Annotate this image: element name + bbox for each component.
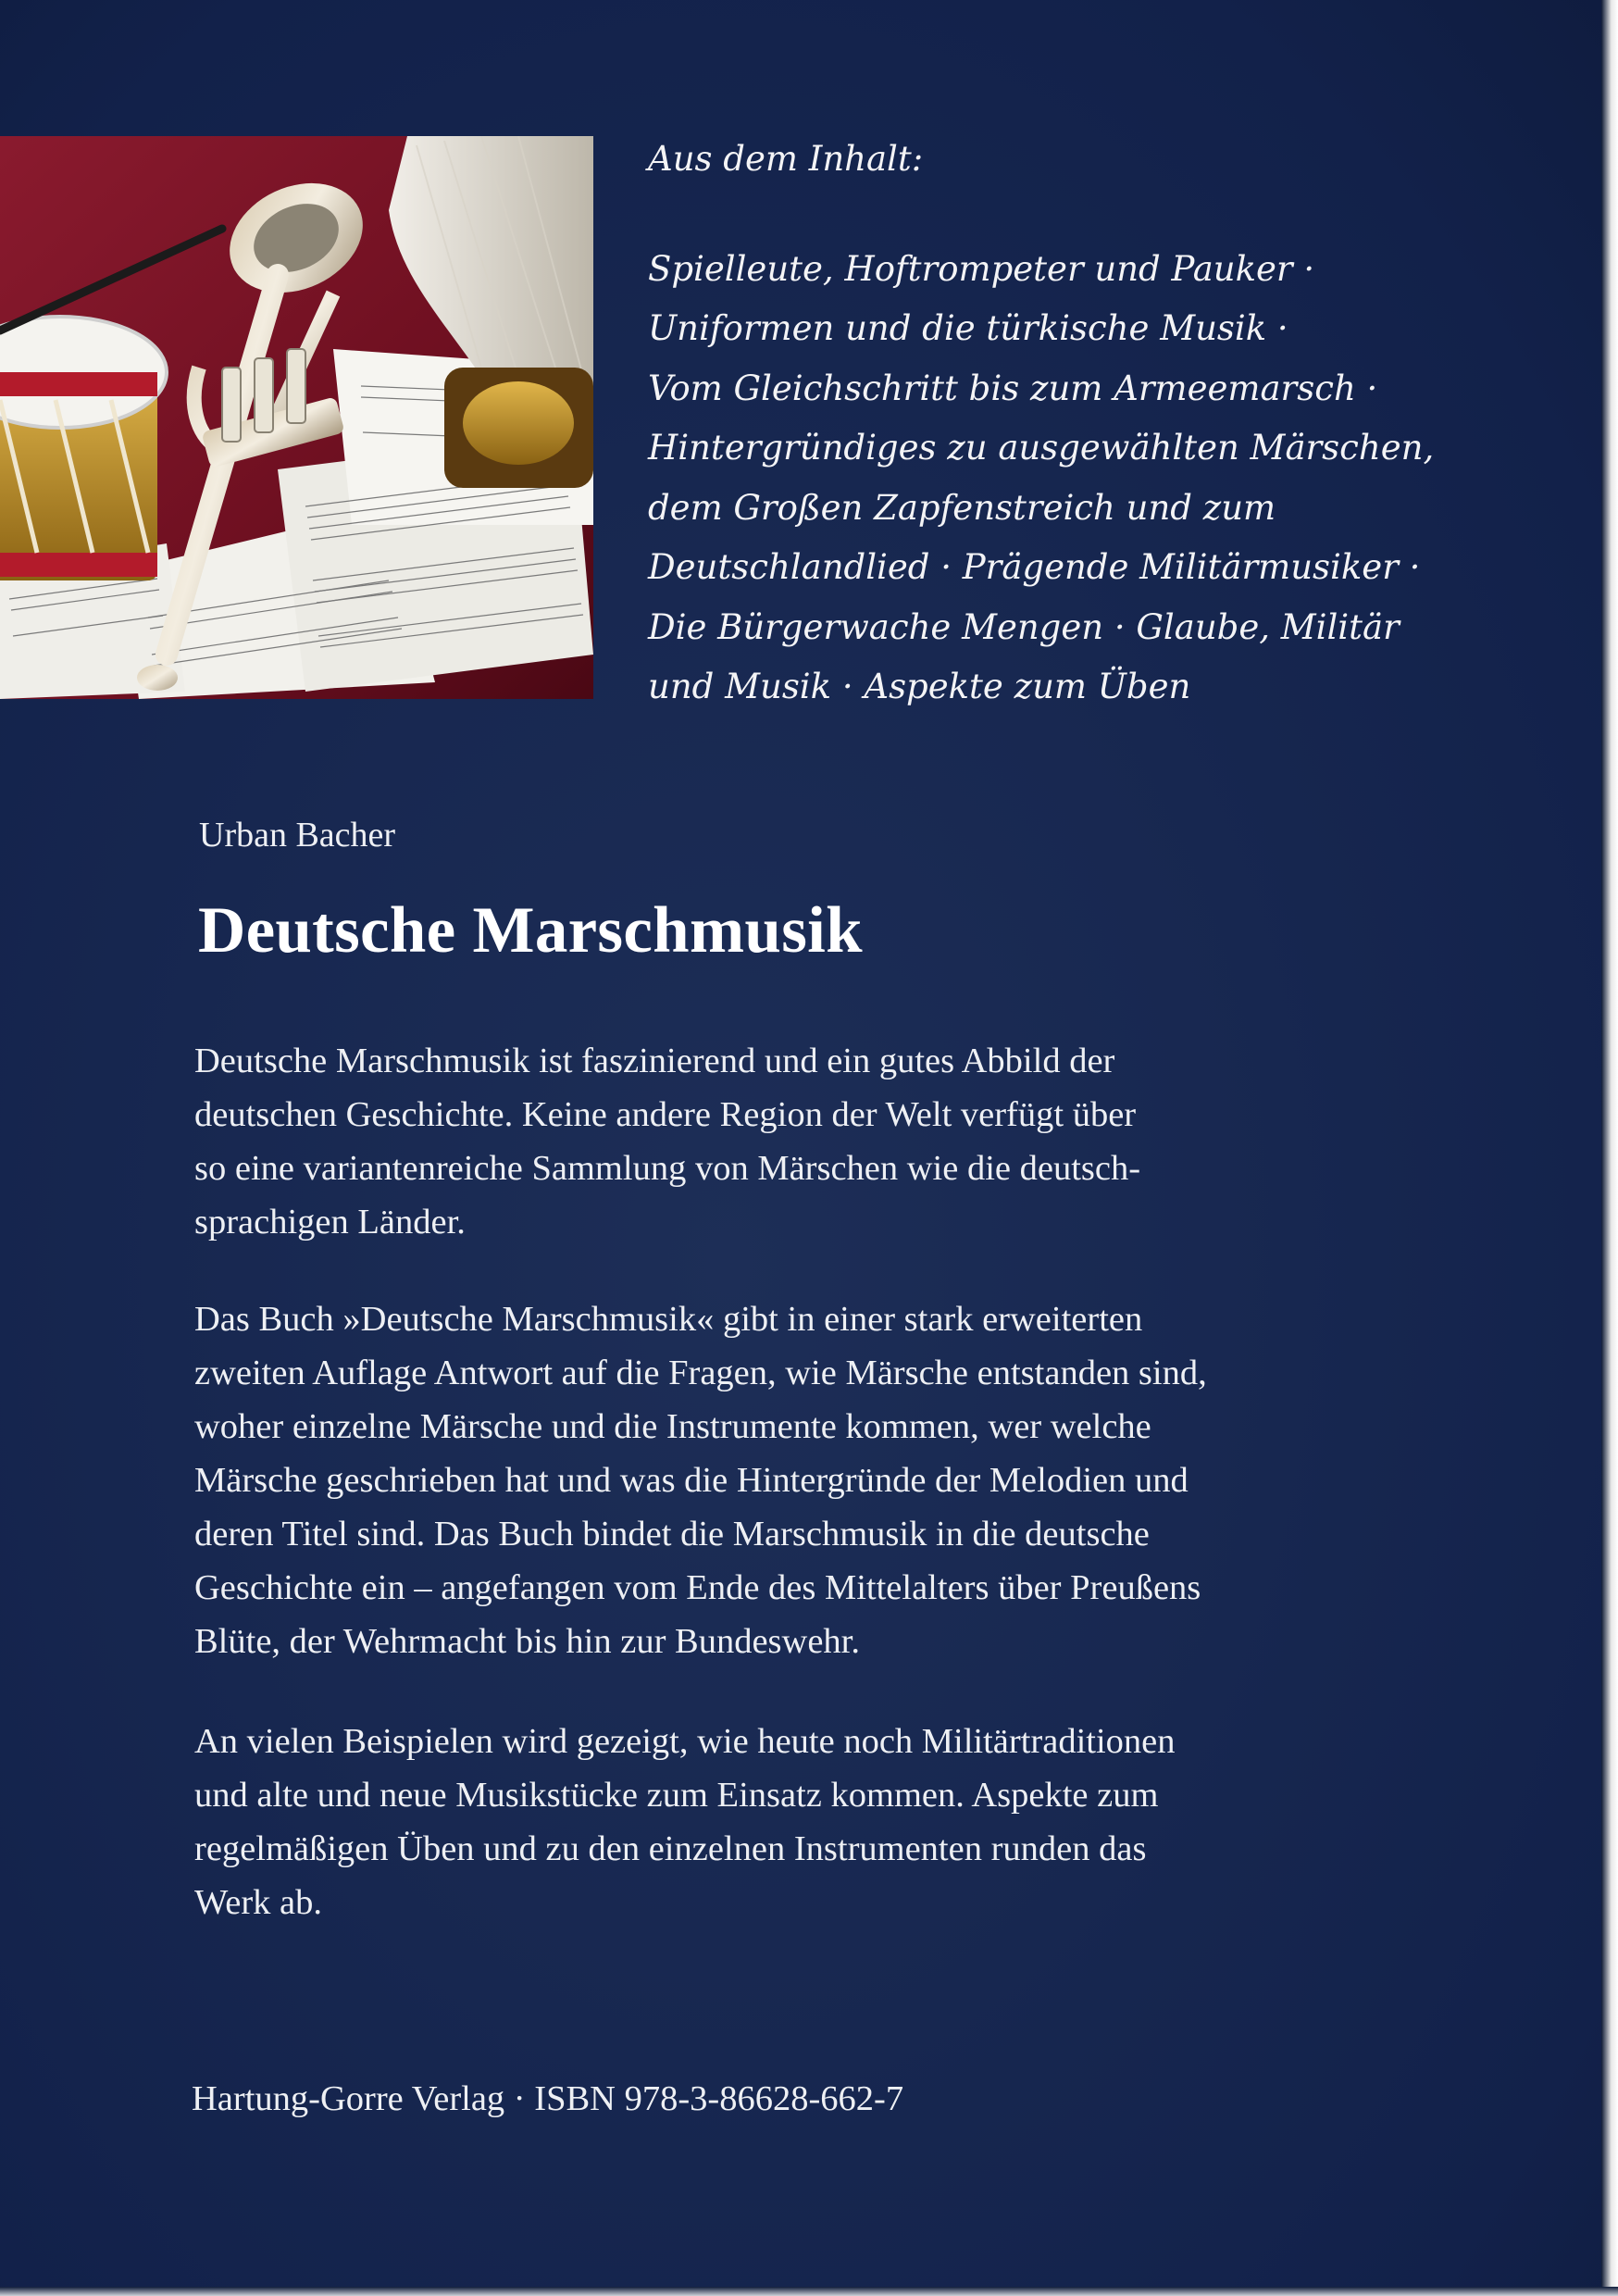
page-edge-bottom: [0, 2287, 1618, 2296]
contents-line: Die Bürgerwache Mengen · Glaube, Militär: [648, 606, 1400, 647]
blurb-paragraph-2: [194, 1292, 1416, 1668]
contents-line: Uniformen und die türkische Musik ·: [648, 308, 1288, 348]
text-line: so eine variantenreiche Sammlung von Märschen wie die deutsch-: [194, 1149, 1141, 1188]
contents-line: Spielleute, Hoftrompeter und Pauker ·: [648, 248, 1315, 289]
text-line: sprachigen Länder.: [194, 1203, 466, 1242]
cover-photo-instruments: [0, 136, 593, 699]
text-line: Geschichte ein – angefangen vom Ende des Mittelalters über Preußens: [194, 1568, 1201, 1607]
text-line: An vielen Beispielen wird gezeigt, wie heute noch Militärtraditionen: [194, 1722, 1176, 1761]
blurb-paragraph-3: [194, 1715, 1416, 1929]
author-name: Urban Bacher: [199, 816, 396, 855]
text-line: zweiten Auflage Antwort auf die Fragen, wie Märsche entstanden sind,: [194, 1354, 1207, 1392]
text-line: Blüte, der Wehrmacht bis hin zur Bundeswehr.: [194, 1622, 860, 1661]
publisher-isbn: Hartung-Gorre Verlag · ISBN 978-3-86628-662-7: [192, 2079, 904, 2118]
text-line: Das Buch »Deutsche Marschmusik« gibt in einer stark erweiterten: [194, 1300, 1143, 1339]
text-line: Märsche geschrieben hat und was die Hintergründe der Melodien und: [194, 1461, 1189, 1500]
book-title: Deutsche Marschmusik: [198, 894, 863, 967]
text-line: Deutsche Marschmusik ist faszinierend und ein gutes Abbild der: [194, 1042, 1115, 1080]
text-line: deren Titel sind. Das Buch bindet die Marschmusik in die deutsche: [194, 1515, 1150, 1554]
text-line: regelmäßigen Üben und zu den einzelnen Instrumenten runden das: [194, 1829, 1147, 1868]
contents-list: [648, 130, 1574, 718]
text-line: woher einzelne Märsche und die Instrumente kommen, wer welche: [194, 1407, 1151, 1446]
text-line: deutschen Geschichte. Keine andere Region der Welt verfügt über: [194, 1095, 1137, 1134]
contents-heading: Aus dem Inhalt:: [648, 139, 924, 179]
contents-line: Vom Gleichschritt bis zum Armeemarsch ·: [648, 368, 1378, 408]
contents-line: dem Großen Zapfenstreich und zum: [648, 487, 1276, 528]
contents-line: Hintergründiges zu ausgewählten Märschen,: [648, 428, 1435, 468]
text-line: Werk ab.: [194, 1883, 323, 1922]
blurb-paragraph-1: [194, 1034, 1416, 1249]
contents-line: Deutschlandlied · Prägende Militärmusiker ·: [648, 547, 1421, 587]
page-edge-right: [1601, 0, 1618, 2296]
text-line: und alte und neue Musikstücke zum Einsatz kommen. Aspekte zum: [194, 1776, 1159, 1815]
contents-line: und Musik · Aspekte zum Üben: [648, 667, 1191, 706]
